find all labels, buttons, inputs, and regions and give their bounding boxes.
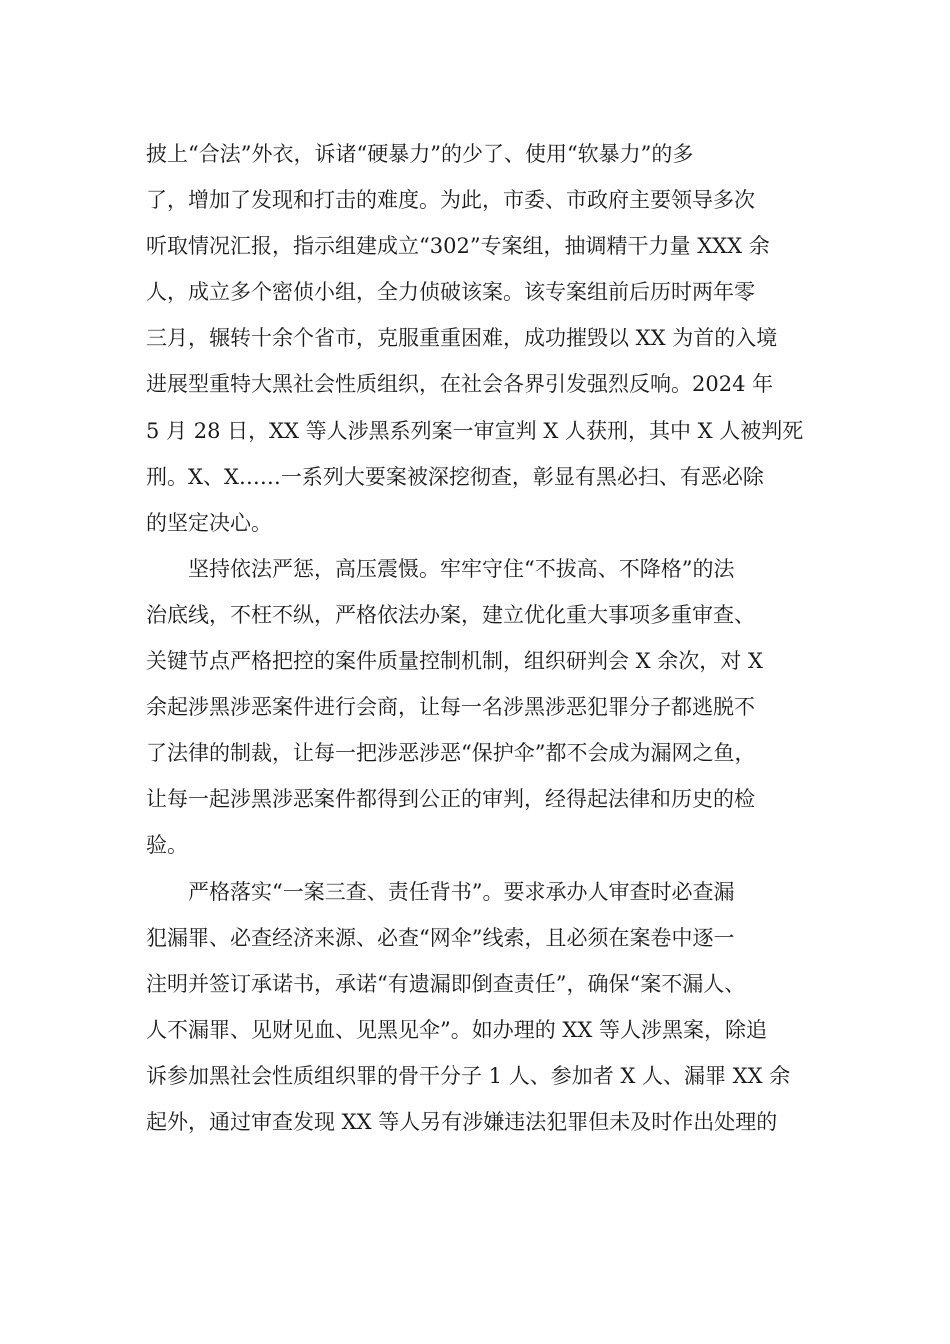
text-line: 听取情况汇报，指示组建成立“302”专案组，抽调精干力量 XXX 余	[146, 234, 770, 259]
text-line: 坚持依法严惩，高压震慑。牢牢守住“不拔高、不降格”的法	[146, 556, 735, 581]
text-line: 三月，辗转十余个省市，克服重重困难，成功摧毁以 XX 为首的入境	[146, 326, 778, 351]
text-line: 犯漏罪、必查经济来源、必查“网伞”线索，且必须在案卷中逐一	[146, 925, 735, 950]
text-line: 进展型重特大黑社会性质组织，在社会各界引发强烈反响。2024 年	[146, 372, 774, 397]
text-line: 注明并签订承诺书，承诺“有遗漏即倒查责任”，确保“案不漏人、	[146, 971, 746, 996]
text-line: 让每一起涉黑涉恶案件都得到公正的审判，经得起法律和历史的检	[146, 787, 755, 812]
text-line: 余起涉黑涉恶案件进行会商，让每一名涉黑涉恶犯罪分子都逃脱不	[146, 695, 755, 720]
text-line: 验。	[146, 833, 188, 858]
paragraph-3	[146, 869, 808, 1146]
paragraph-1	[146, 131, 808, 546]
text-line: 起外，通过审查发现 XX 等人另有涉嫌违法犯罪但未及时作出处理的	[146, 1109, 778, 1134]
text-line: 了，增加了发现和打击的难度。为此，市委、市政府主要领导多次	[146, 188, 755, 213]
text-line: 人，成立多个密侦小组，全力侦破该案。该专案组前后历时两年零	[146, 280, 755, 305]
text-line: 刑。X、X……一系列大要案被深挖彻查，彰显有黑必扫、有恶必除	[146, 464, 764, 489]
text-line: 关键节点严格把控的案件质量控制机制，组织研判会 X 余次，对 X	[146, 649, 763, 674]
text-line: 治底线，不枉不纵，严格依法办案，建立优化重大事项多重审查、	[146, 602, 755, 627]
text-line: 严格落实“一案三查、责任背书”。要求承办人审查时必查漏	[146, 879, 735, 904]
text-line: 5 月 28 日，XX 等人涉黑系列案一审宣判 X 人获刑，其中 X 人被判死	[146, 418, 804, 443]
text-line: 的坚定决心。	[146, 510, 272, 535]
text-line: 诉参加黑社会性质组织罪的骨干分子 1 人、参加者 X 人、漏罪 XX 余	[146, 1063, 791, 1088]
document-body	[146, 131, 808, 1145]
text-line: 人不漏罪、见财见血、见黑见伞”。如办理的 XX 等人涉黑案，除追	[146, 1017, 767, 1042]
text-line: 了法律的制裁，让每一把涉恶涉恶“保护伞”都不会成为漏网之鱼，	[146, 741, 756, 766]
paragraph-2	[146, 546, 808, 869]
text-line: 披上“合法”外衣，诉诸“硬暴力”的少了、使用“软暴力”的多	[146, 142, 694, 166]
